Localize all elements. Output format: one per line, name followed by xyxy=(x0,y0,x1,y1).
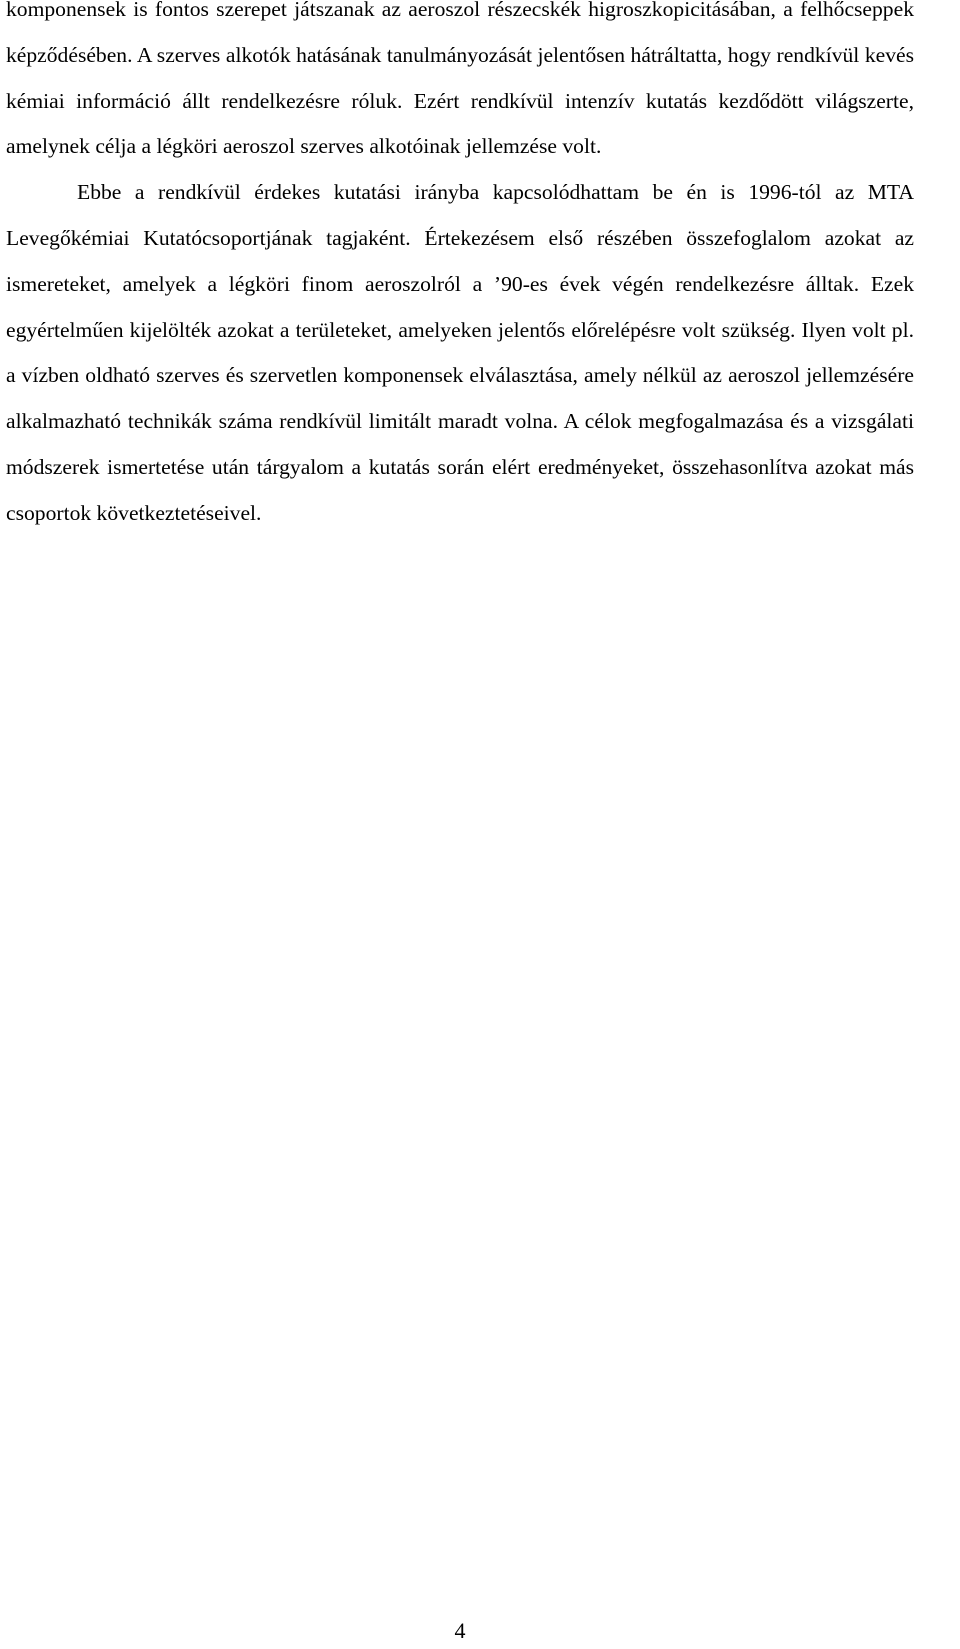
body-text xyxy=(6,0,914,537)
page-number: 4 xyxy=(454,1618,466,1643)
paragraph-continuation: komponensek is fontos szerepet játszanak az aeroszol részecskék higroszkopicitásában, a felhőcseppek képződésében. A szerves alkotók hatásának tanulmányozását jelentősen hátráltatta, hogy rendkívül kevés kémiai információ állt rendelkezésre róluk. Ezért rendkívül intenzív kutatás kezdődött világszerte, amelynek célja a légköri aeroszol szerves alkotóinak jellemzése volt. xyxy=(6,0,914,159)
paragraph-thesis-intro: Ebbe a rendkívül érdekes kutatási irányba kapcsolódhattam be én is 1996-tól az MTA Levegőkémiai Kutatócsoportjának tagjaként. Értekezésem első részében összefoglalom azokat az ismereteket, amelyek a légköri finom aeroszolról a ’90-es évek végén rendelkezésre álltak. Ezek egyértelműen kijelölték azokat a területeket, amelyeken jelentős előrelépésre volt szükség. Ilyen volt pl. a vízben oldható szerves és szervetlen komponensek elválasztása, amely nélkül az aeroszol jellemzésére alkalmazható technikák száma rendkívül limitált maradt volna. A célok megfogalmazása és a vizsgálati módszerek ismertetése után tárgyalom a kutatás során elért eredményeket, összehasonlítva azokat más csoportok következtetéseivel. xyxy=(6,180,914,525)
document-page xyxy=(6,0,914,1649)
